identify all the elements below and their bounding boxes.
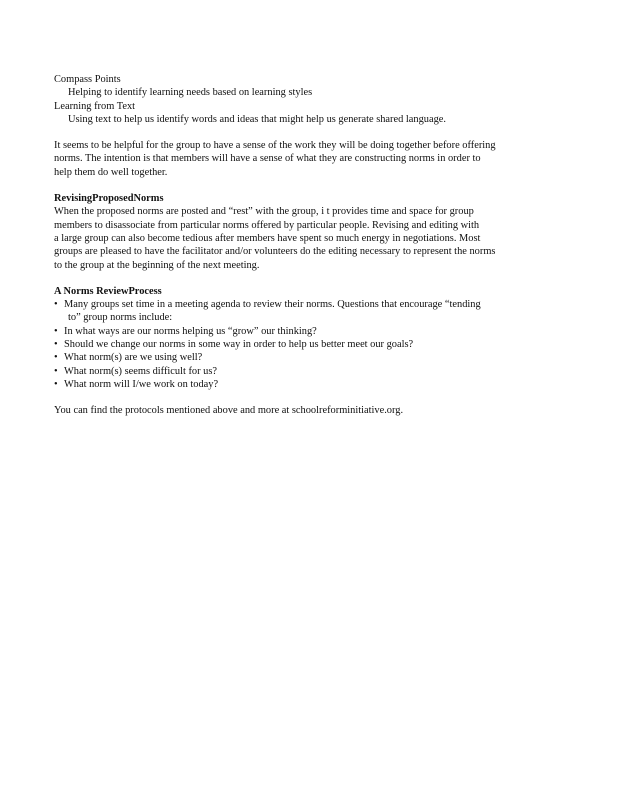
revising-line: When the proposed norms are posted and “rest” with the group, i t provides time and space for group [54,206,474,218]
intro-paragraph [54,139,554,179]
review-process-heading: A Norms ReviewProcess [54,285,162,297]
bullet-text: What norm(s) seems difficult for us? [64,365,218,377]
bullet-text: What norm(s) are we using well? [64,352,203,364]
intro-line: help them do well together. [54,166,168,178]
bullet-text: What norm will I/we work on today? [64,378,219,390]
revising-paragraph [54,205,554,271]
review-questions-list [54,325,554,391]
learning-from-text-description: Using text to help us identify words and ideas that might help us generate shared language. [68,113,447,125]
bullet-continuation: to” group norms include: [68,312,173,324]
revising-line: members to disassociate from particular norms offered by particular people. Revising and editing with [54,219,480,231]
bullet-text: In what ways are our norms helping us “grow” our thinking? [64,325,317,337]
revising-heading: RevisingProposedNorms [54,193,164,205]
list-item [54,378,554,391]
list-item [54,338,554,351]
list-item [54,325,554,338]
learning-from-text-title: Learning from Text [54,100,136,112]
spacer [54,391,554,404]
footer-note: You can find the protocols mentioned above and more at schoolreforminitiative.org. [54,405,404,417]
bullet-text: Should we change our norms in some way in order to help us better meet our goals? [64,339,414,351]
bullet-text: • Many groups set time in a meeting agenda to review their norms. Questions that encourage “tending [64,299,481,311]
revising-line: a large group can also become tedious after members have spent so much energy in negotiations. Most [54,232,481,244]
revising-line: groups are pleased to have the facilitator and/or volunteers do the editing necessary to represent the norms [54,246,496,258]
compass-points-title: Compass Points [54,74,121,85]
spacer [54,126,554,139]
list-item [54,365,554,378]
intro-line: It seems to be helpful for the group to have a sense of the work they will be doing together before offering [54,140,496,152]
list-item [54,298,554,311]
list-item [54,351,554,364]
document-page [54,73,554,418]
spacer [54,272,554,285]
intro-line: norms. The intention is that members will have a sense of what they are constructing norms in order to [54,153,481,165]
review-bullet-list [54,298,554,311]
compass-points-description: Helping to identify learning needs based on learning styles [68,87,313,99]
revising-line: to the group at the beginning of the next meeting. [54,259,260,271]
spacer [54,179,554,192]
